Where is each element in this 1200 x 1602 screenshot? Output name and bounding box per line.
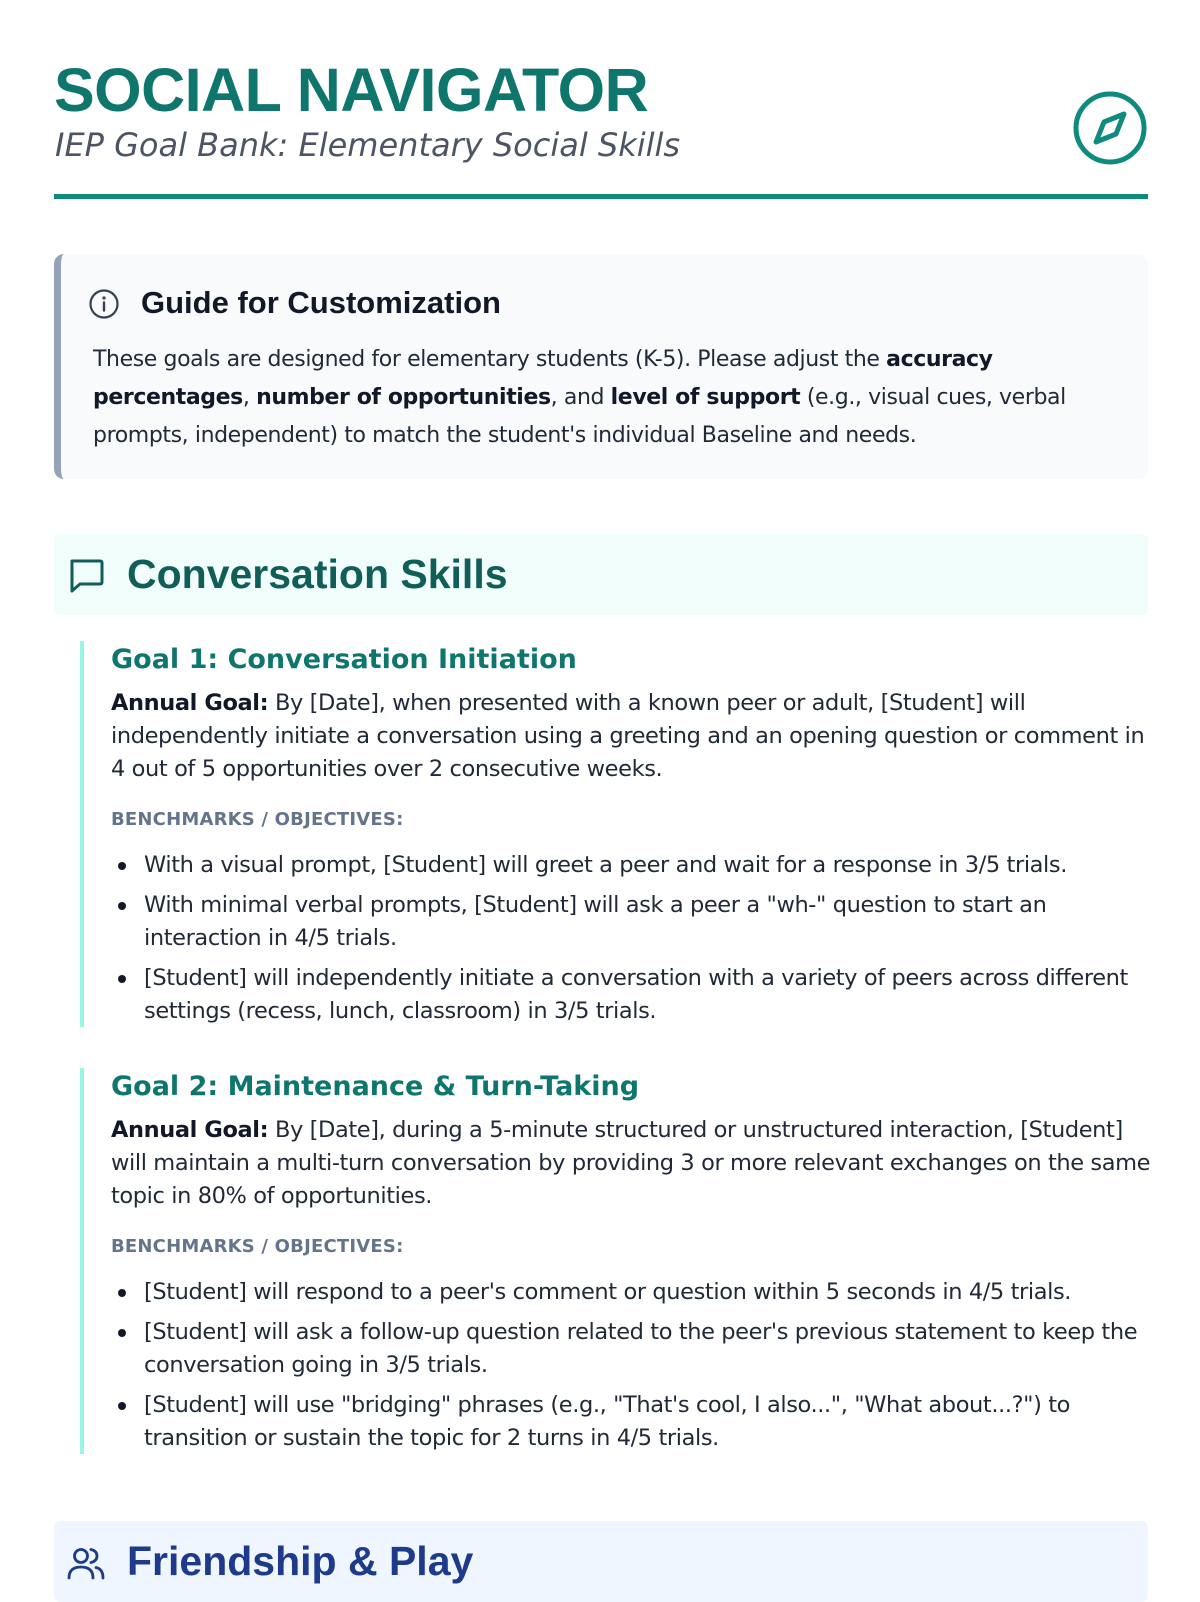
chat-bubble-icon [66,556,106,596]
emphasis-accuracy: accuracy percentages [93,347,993,410]
benchmarks-label: BENCHMARKS / OBJECTIVES: [111,1236,404,1257]
benchmark-item: [Student] will use "bridging" phrases (e.g., "That's cool, I also...", "What about...?") to transition or sustain the topic for 2 turns in 4/5 trials. [111,1389,1151,1455]
goal-card [80,1068,1152,1454]
emphasis-opportunities: number of opportunities [256,385,551,410]
annual-goal-label: Annual Goal: [111,690,269,716]
header-divider [54,194,1148,199]
guide-text: These goals are designed for elementary students (K-5). Please adjust the accuracy percentages, number of opportunities, and level of support (e.g., visual cues, verbal prompts, independent) to match the student's individual Baseline and needs. [93,347,1066,448]
goal-title: Goal 1: Conversation Initiation [111,644,577,675]
section-header-friendship-play [54,1521,1148,1602]
benchmark-item: With minimal verbal prompts, [Student] will ask a peer a "wh-" question to start an interaction in 4/5 trials. [111,889,1151,955]
section-header-conversation-skills [54,534,1148,615]
page-subtitle: IEP Goal Bank: Elementary Social Skills [55,126,681,164]
emphasis-support: level of support [610,385,801,410]
annual-goal-label: Annual Goal: [111,1117,269,1143]
section-title: Conversation Skills [127,551,508,597]
page-title: SOCIAL NAVIGATOR [54,56,649,124]
users-icon [66,1543,106,1583]
benchmark-item: [Student] will independently initiate a conversation with a variety of peers across different settings (recess, lunch, classroom) in 3/5 trials. [111,962,1151,1028]
benchmark-item: [Student] will ask a follow-up question related to the peer's previous statement to keep the conversation going in 3/5 trials. [111,1316,1151,1382]
benchmarks-label: BENCHMARKS / OBJECTIVES: [111,809,404,830]
annual-goal: Annual Goal: By [Date], when presented with a known peer or adult, [Student] will independently initiate a conversation using a greeting and an opening question or comment in 4 out of 5 opportunities over 2 consecutive weeks. [111,690,1145,782]
benchmarks-list [111,1276,1151,1462]
goal-card [80,641,1152,1027]
compass-icon [1072,90,1148,166]
info-icon [88,288,120,320]
customization-guide [54,254,1148,479]
section-title: Friendship & Play [127,1538,474,1584]
annual-goal: Annual Goal: By [Date], during a 5-minute structured or unstructured interaction, [Student] will maintain a multi-turn conversation by providing 3 or more relevant exchanges on the same topic in 80% of opportunities. [111,1117,1151,1209]
header [54,54,1148,200]
guide-title: Guide for Customization [141,285,501,320]
benchmark-item: With a visual prompt, [Student] will greet a peer and wait for a response in 3/5 trials. [111,849,1151,882]
benchmark-item: [Student] will respond to a peer's comment or question within 5 seconds in 4/5 trials. [111,1276,1151,1309]
benchmarks-list [111,849,1151,1035]
goal-title: Goal 2: Maintenance & Turn-Taking [111,1071,640,1102]
